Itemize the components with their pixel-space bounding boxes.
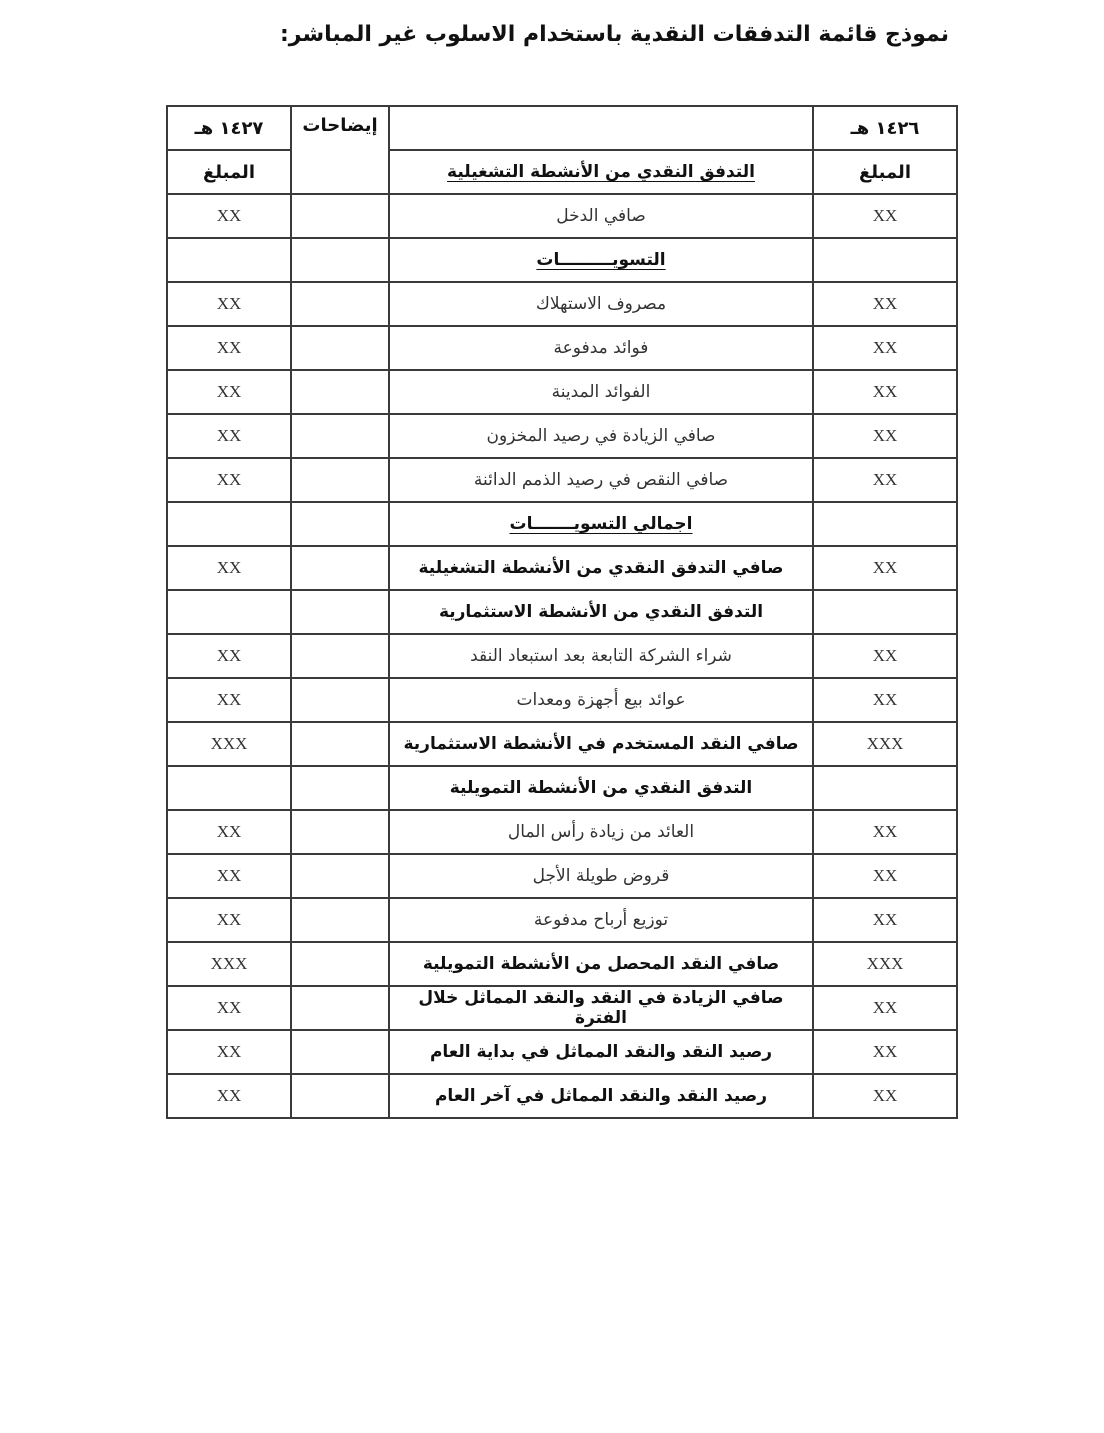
amount-1427: XX bbox=[167, 282, 291, 326]
amount-1426 bbox=[813, 238, 957, 282]
notes-cell bbox=[291, 942, 389, 986]
row-description: اجمالي التسويـــــــات bbox=[389, 502, 813, 546]
amount-1426: XX bbox=[813, 898, 957, 942]
notes-cell bbox=[291, 326, 389, 370]
amount-1426: XX bbox=[813, 634, 957, 678]
table-row bbox=[167, 810, 957, 854]
notes-cell bbox=[291, 502, 389, 546]
notes-cell bbox=[291, 194, 389, 238]
table-row bbox=[167, 986, 957, 1030]
amount-1426: XX bbox=[813, 326, 957, 370]
row-description: رصيد النقد والنقد المماثل في آخر العام bbox=[389, 1074, 813, 1118]
table-row bbox=[167, 326, 957, 370]
table-row bbox=[167, 238, 957, 282]
amount-1427: XX bbox=[167, 1030, 291, 1074]
notes-cell bbox=[291, 590, 389, 634]
amount-1426: XX bbox=[813, 1030, 957, 1074]
amount-1426: XX bbox=[813, 810, 957, 854]
amount-1426: XX bbox=[813, 854, 957, 898]
amount-1427: XX bbox=[167, 810, 291, 854]
amount-header-1426: المبلغ bbox=[813, 150, 957, 194]
table-row bbox=[167, 942, 957, 986]
amount-1426: XX bbox=[813, 678, 957, 722]
amount-1426: XX bbox=[813, 414, 957, 458]
notes-header: إيضاحات bbox=[291, 106, 389, 194]
amount-1427: XX bbox=[167, 326, 291, 370]
amount-1427: XX bbox=[167, 546, 291, 590]
amount-1427: XX bbox=[167, 986, 291, 1030]
row-description: صافي النقد المحصل من الأنشطة التمويلية bbox=[389, 942, 813, 986]
notes-cell bbox=[291, 854, 389, 898]
table-row bbox=[167, 634, 957, 678]
table-row bbox=[167, 370, 957, 414]
notes-cell bbox=[291, 898, 389, 942]
amount-1427: XX bbox=[167, 370, 291, 414]
amount-1426 bbox=[813, 590, 957, 634]
amount-1426: XXX bbox=[813, 942, 957, 986]
row-description: مصروف الاستهلاك bbox=[389, 282, 813, 326]
row-description: صافي الدخل bbox=[389, 194, 813, 238]
amount-1427: XX bbox=[167, 1074, 291, 1118]
table-row bbox=[167, 414, 957, 458]
table-row bbox=[167, 590, 957, 634]
row-description: صافي التدفق النقدي من الأنشطة التشغيلية bbox=[389, 546, 813, 590]
table-row bbox=[167, 194, 957, 238]
amount-1426: XX bbox=[813, 370, 957, 414]
row-description: صافي الزيادة في النقد والنقد المماثل خلال الفترة bbox=[389, 986, 813, 1030]
row-description: العائد من زيادة رأس المال bbox=[389, 810, 813, 854]
amount-1426: XX bbox=[813, 546, 957, 590]
amount-1426 bbox=[813, 502, 957, 546]
table-row bbox=[167, 722, 957, 766]
table-row bbox=[167, 546, 957, 590]
notes-cell bbox=[291, 414, 389, 458]
notes-cell bbox=[291, 238, 389, 282]
table-row bbox=[167, 898, 957, 942]
table-row bbox=[167, 1074, 957, 1118]
amount-1427: XXX bbox=[167, 722, 291, 766]
amount-1426: XX bbox=[813, 986, 957, 1030]
table-row bbox=[167, 854, 957, 898]
table-row bbox=[167, 282, 957, 326]
amount-1427 bbox=[167, 502, 291, 546]
notes-cell bbox=[291, 546, 389, 590]
notes-cell bbox=[291, 1074, 389, 1118]
amount-1426: XX bbox=[813, 458, 957, 502]
table-row bbox=[167, 1030, 957, 1074]
row-description: الفوائد المدينة bbox=[389, 370, 813, 414]
amount-1427: XX bbox=[167, 458, 291, 502]
notes-cell bbox=[291, 634, 389, 678]
notes-cell bbox=[291, 766, 389, 810]
amount-1427: XX bbox=[167, 194, 291, 238]
document-title: نموذج قائمة التدفقات النقدية باستخدام الاسلوب غير المباشر: bbox=[279, 22, 949, 47]
blank-header-cell bbox=[389, 106, 813, 150]
row-description: صافي الزيادة في رصيد المخزون bbox=[389, 414, 813, 458]
row-description: التسويـــــــــات bbox=[389, 238, 813, 282]
table-row bbox=[167, 678, 957, 722]
amount-1427 bbox=[167, 766, 291, 810]
row-description: التدفق النقدي من الأنشطة التمويلية bbox=[389, 766, 813, 810]
row-description: عوائد بيع أجهزة ومعدات bbox=[389, 678, 813, 722]
table-row bbox=[167, 766, 957, 810]
row-description: توزيع أرباح مدفوعة bbox=[389, 898, 813, 942]
row-description: شراء الشركة التابعة بعد استبعاد النقد bbox=[389, 634, 813, 678]
header-row-amounts bbox=[167, 150, 957, 194]
year-1427-header: ١٤٢٧ هـ bbox=[167, 106, 291, 150]
amount-header-1427: المبلغ bbox=[167, 150, 291, 194]
table-row bbox=[167, 458, 957, 502]
section-title-operating: التدفق النقدي من الأنشطة التشغيلية bbox=[389, 150, 813, 194]
amount-1426: XX bbox=[813, 1074, 957, 1118]
amount-1427 bbox=[167, 590, 291, 634]
amount-1426: XX bbox=[813, 282, 957, 326]
notes-cell bbox=[291, 678, 389, 722]
notes-cell bbox=[291, 370, 389, 414]
amount-1426: XX bbox=[813, 194, 957, 238]
amount-1427: XX bbox=[167, 414, 291, 458]
row-description: التدفق النقدي من الأنشطة الاستثمارية bbox=[389, 590, 813, 634]
notes-cell bbox=[291, 722, 389, 766]
row-description: قروض طويلة الأجل bbox=[389, 854, 813, 898]
row-description: رصيد النقد والنقد المماثل في بداية العام bbox=[389, 1030, 813, 1074]
year-1426-header: ١٤٢٦ هـ bbox=[813, 106, 957, 150]
row-description: صافي النقص في رصيد الذمم الدائنة bbox=[389, 458, 813, 502]
amount-1427: XXX bbox=[167, 942, 291, 986]
cash-flow-table bbox=[166, 105, 958, 1119]
amount-1426 bbox=[813, 766, 957, 810]
row-description: صافي النقد المستخدم في الأنشطة الاستثمارية bbox=[389, 722, 813, 766]
notes-cell bbox=[291, 810, 389, 854]
amount-1427: XX bbox=[167, 678, 291, 722]
row-description: فوائد مدفوعة bbox=[389, 326, 813, 370]
amount-1427: XX bbox=[167, 854, 291, 898]
amount-1427: XX bbox=[167, 634, 291, 678]
amount-1426: XXX bbox=[813, 722, 957, 766]
notes-cell bbox=[291, 1030, 389, 1074]
notes-cell bbox=[291, 282, 389, 326]
table-row bbox=[167, 502, 957, 546]
amount-1427: XX bbox=[167, 898, 291, 942]
notes-cell bbox=[291, 986, 389, 1030]
notes-cell bbox=[291, 458, 389, 502]
amount-1427 bbox=[167, 238, 291, 282]
header-row-years bbox=[167, 106, 957, 150]
